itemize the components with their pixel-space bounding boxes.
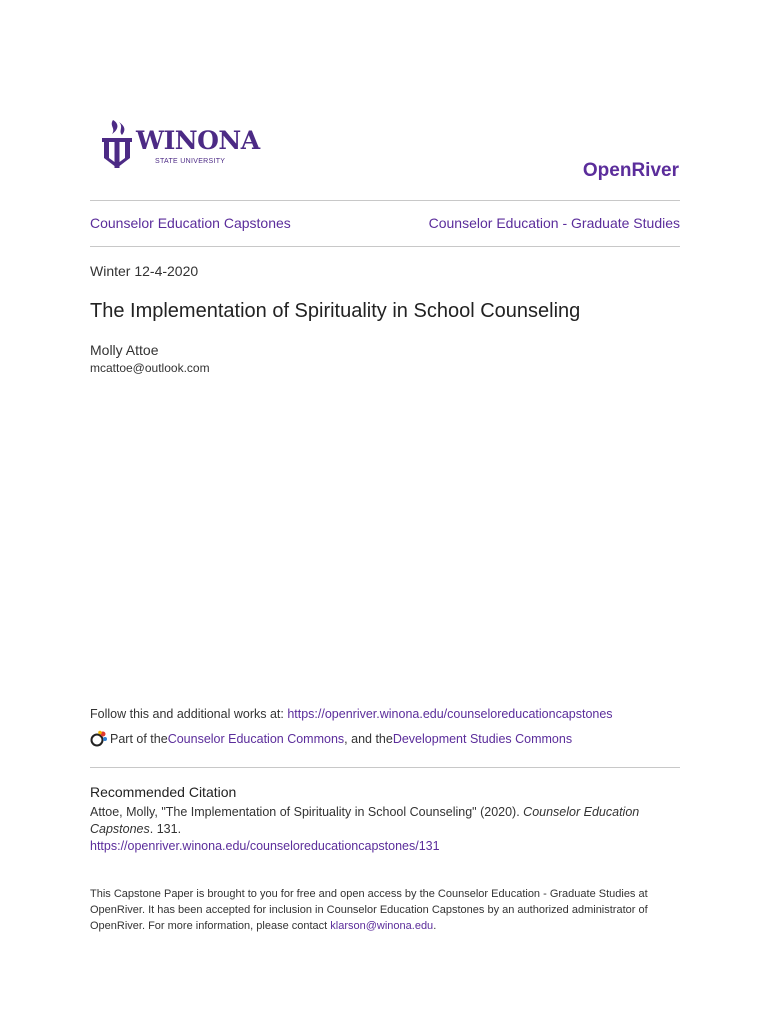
- follow-line: [90, 707, 613, 721]
- follow-prefix: Follow this and additional works at:: [90, 707, 288, 721]
- part-of-middle: , and the: [344, 732, 393, 746]
- collection-links: [90, 215, 680, 231]
- winona-logo[interactable]: [100, 118, 260, 172]
- citation-divider: [90, 767, 680, 768]
- citation-body: Attoe, Molly, "The Implementation of Spirituality in School Counseling" (2020).: [90, 805, 524, 819]
- follow-url-link[interactable]: https://openriver.winona.edu/counseloreducationcapstones: [287, 707, 613, 721]
- citation-suffix: . 131.: [149, 822, 182, 836]
- top-divider: [90, 200, 680, 201]
- collection-link-capstones[interactable]: Counselor Education Capstones: [90, 215, 291, 231]
- access-notice: [90, 886, 680, 934]
- development-studies-commons-link[interactable]: Development Studies Commons: [392, 732, 573, 746]
- document-title: The Implementation of Spirituality in School Counseling: [90, 300, 581, 322]
- collection-link-graduate-studies[interactable]: Counselor Education - Graduate Studies: [428, 215, 680, 231]
- citation-series: Counselor Education Capstones: [90, 805, 640, 836]
- author-email: mcattoe@outlook.com: [90, 361, 210, 375]
- part-of-prefix: Part of the: [110, 732, 168, 746]
- openriver-brand[interactable]: OpenRiver: [582, 160, 679, 181]
- winona-flame-emblem-icon: [100, 118, 134, 170]
- logo-subtitle: STATE UNIVERSITY: [155, 158, 226, 165]
- commons-network-icon: [90, 730, 108, 748]
- part-of-line: [90, 730, 572, 748]
- collection-divider: [90, 246, 680, 247]
- citation-heading: Recommended Citation: [90, 784, 237, 800]
- counselor-education-commons-link[interactable]: Counselor Education Commons: [167, 732, 345, 746]
- publication-date: Winter 12-4-2020: [90, 263, 199, 279]
- contact-email-link[interactable]: klarson@winona.edu: [330, 920, 434, 932]
- notice-body: This Capstone Paper is brought to you for free and open access by the Counselor Education - Graduate Studies at OpenRiver. It has been accepted for inclusion in Counselor Education Capstones by an authorized administrator of OpenRiver. For more information, please contact: [90, 888, 648, 932]
- citation-text: [90, 804, 680, 855]
- author-name: Molly Attoe: [90, 342, 159, 358]
- logo-wordmark: WINONA: [136, 126, 260, 155]
- citation-url-link[interactable]: https://openriver.winona.edu/counseloreducationcapstones/131: [90, 839, 440, 853]
- notice-suffix: .: [433, 920, 437, 932]
